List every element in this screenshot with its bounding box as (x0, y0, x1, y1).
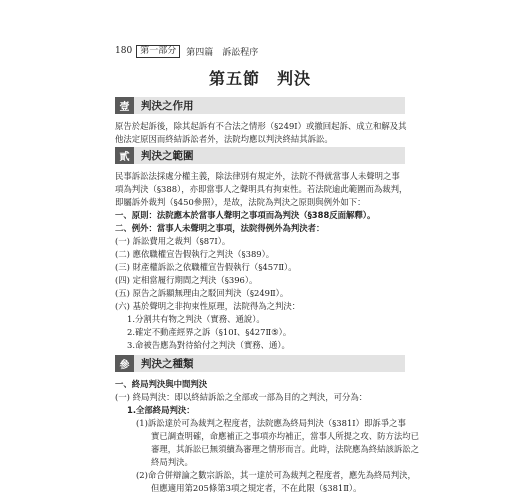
section-heading-1 (115, 97, 405, 114)
list-item: 1.分割共有物之判決（實務、通說）。 (127, 314, 265, 324)
chapter-label: 第四篇 訴訟程序 (186, 47, 259, 58)
section-heading-2 (115, 147, 405, 164)
list-item: 3.命被告應為對待給付之判決（實務、通）。 (127, 340, 290, 350)
running-header (115, 44, 264, 58)
list-heading: 二、例外：當事人未聲明之事項，法院得例外為判決者： (115, 223, 325, 233)
paragraph-line: 原告於起訴後，除其起訴有不合法之情形（§249Ⅰ）或撤回起訴、成立和解及其 (115, 121, 407, 131)
section-title: 第五節 判決 (208, 69, 311, 88)
section-number: 參 (115, 355, 134, 372)
paragraph-line: 終局判決。 (151, 457, 193, 467)
list-item: (二) 應依職權宣告假執行之判決（§389）。 (115, 249, 275, 259)
paragraph-line: 實已調查明確，命應補正之事項亦均補正，當事人所提之攻、防方法均已 (151, 431, 419, 441)
page-number: 180 (115, 46, 133, 56)
section-heading-label: 判決之種類 (141, 358, 194, 370)
paragraph-line: 他法定原因而終結訴訟者外，法院均應以判決終結其訴訟。 (115, 134, 333, 144)
list-item: (六) 基於聲明之非拘束性原理，法院得為之判決： (115, 301, 301, 311)
list-item: (四) 定相當履行期間之判決（§396）。 (115, 275, 258, 285)
paragraph-line: 但應適用第205條第3項之規定者，不在此限（§381Ⅱ）。 (151, 483, 362, 493)
list-item: 2.確定不動產經界之訴（§10Ⅰ、§427Ⅱ⑤）。 (127, 327, 292, 337)
list-item: (1)訴訟達於可為裁判之程度者，法院應為終局判決（§381Ⅰ）即訴爭之事 (136, 418, 406, 428)
section-heading-3 (115, 355, 405, 372)
paragraph-line: 項為判決（§388），亦即當事人之聲明具有拘束性。若法院逾此範圍而為裁判， (115, 184, 408, 194)
section-heading-label: 判決之範圍 (141, 150, 194, 162)
part-label: 第一部分 (136, 45, 180, 58)
section-number: 壹 (115, 97, 134, 114)
list-heading: 一、原則：法院應本於當事人聲明之事項而為判決（§388反面解釋）。 (115, 210, 376, 220)
paragraph-line: 民事訴訟法採處分權主義，除法律別有規定外，法院不得就當事人未聲明之事 (115, 171, 400, 181)
list-item: (一) 訴訟費用之裁判（§87Ⅰ）。 (115, 236, 231, 246)
list-item: (五) 原告之訴顯無理由之駁回判決（§249Ⅱ）。 (115, 288, 289, 298)
paragraph-line: 審理，其訴訟已無須續為審理之情形而言。此時，法院應為終結該訴訟之 (151, 444, 419, 454)
list-item: (2)命合併辯論之數宗訴訟，其一達於可為裁判之程度者，應先為終局判決， (136, 470, 416, 480)
list-heading: 一、終局判決與中間判決 (115, 379, 208, 389)
section-heading-label: 判決之作用 (141, 100, 194, 112)
list-item: (三) 財產權訴訟之依職權宣告假執行（§457Ⅱ）。 (115, 262, 297, 272)
paragraph-line: 即屬訴外裁判（§450參照），是故，法院為判決之原則與例外如下： (115, 197, 366, 207)
list-item: (一) 終局判決：即以終結訴訟之全部或一部為目的之判決，可分為： (115, 392, 368, 402)
list-heading: 1.全部終局判決： (127, 405, 195, 415)
section-number: 貳 (115, 147, 134, 164)
